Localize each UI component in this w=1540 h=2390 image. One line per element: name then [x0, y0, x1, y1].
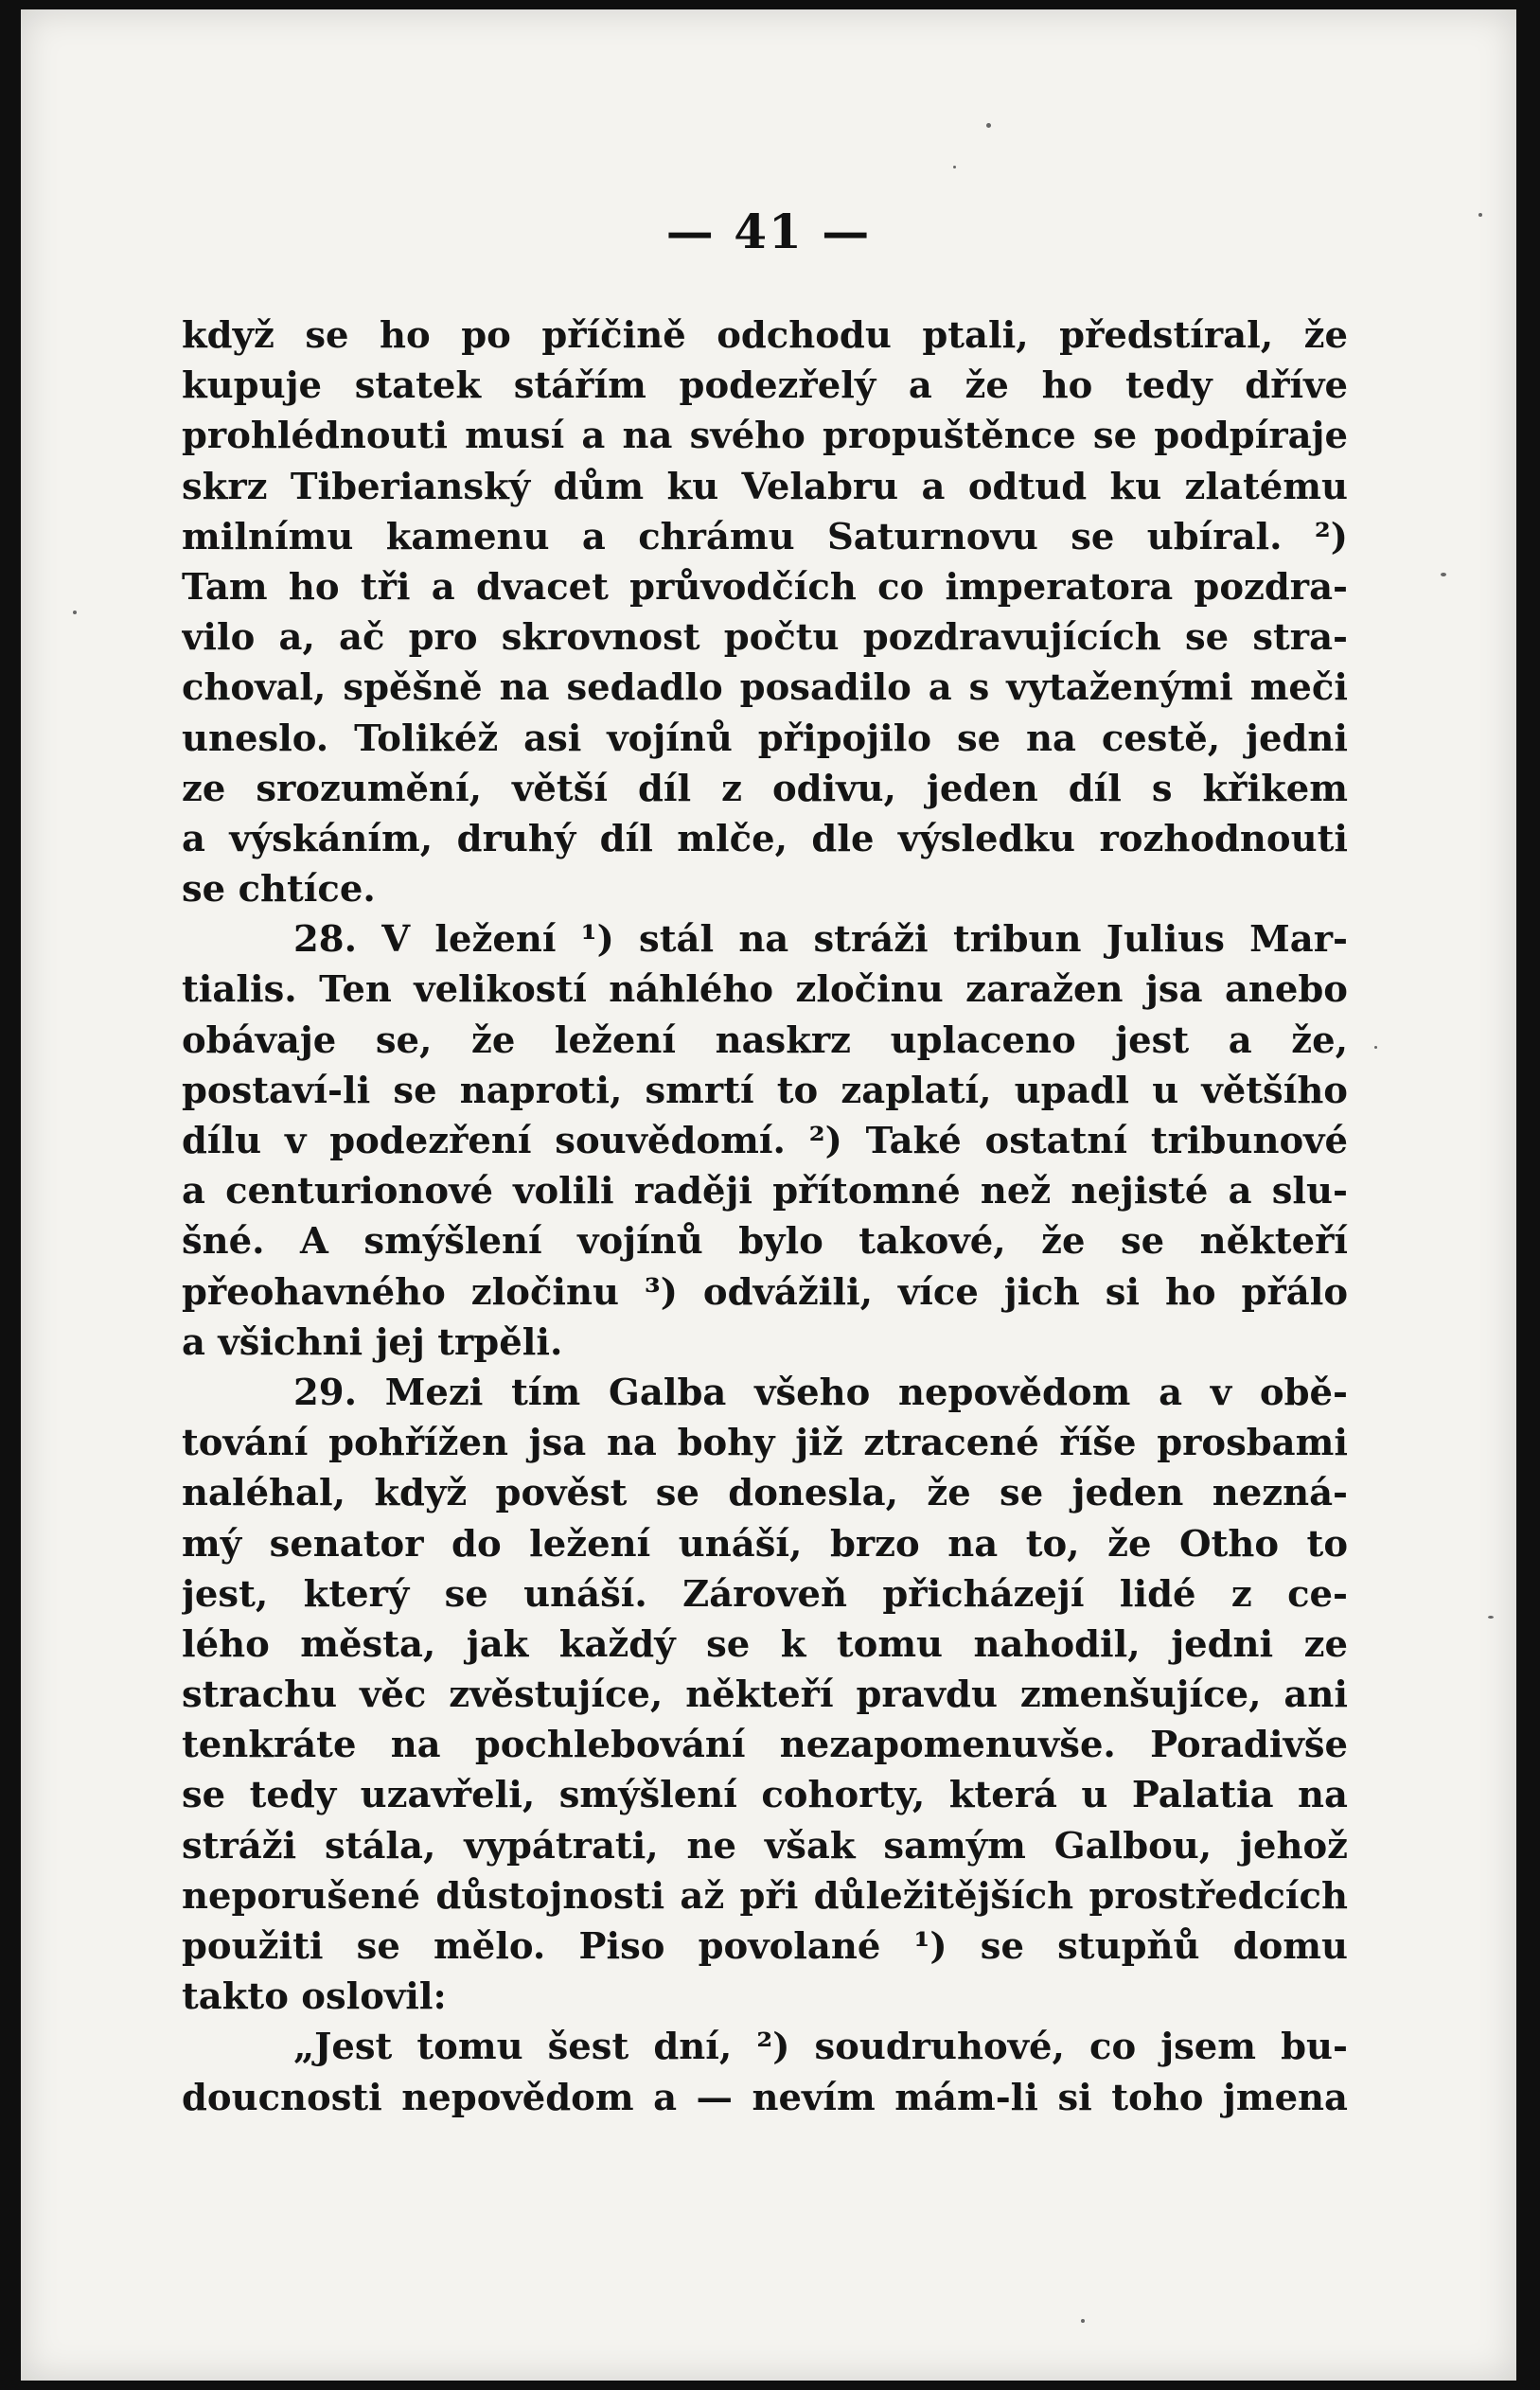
- text-line: dílu v podezření souvědomí. ²) Také ostatní tribunové: [182, 1120, 1348, 1162]
- text-line: jest, který se unáší. Zároveň přicházejí lidé z ce-: [182, 1572, 1348, 1616]
- scan-speck: [986, 123, 991, 128]
- scan-speck: [1441, 573, 1446, 576]
- text-line: neporušené důstojnosti až při důležitějších prostředcích: [182, 1874, 1348, 1918]
- text-line: mý senator do ležení unáší, brzo na to, že Otho to: [182, 1522, 1348, 1566]
- text-line: lého města, jak každý se k tomu nahodil, jedni ze: [182, 1622, 1348, 1666]
- body-text: [182, 310, 1348, 2123]
- text-line: šné. A smýšlení vojínů bylo takové, že se někteří: [182, 1220, 1348, 1264]
- text-line: tenkráte na pochlebování nezapomenuvše. Poradivše: [182, 1724, 1348, 1767]
- text-line: uneslo. Tolikéž asi vojínů připojilo se na cestě, jedni: [182, 717, 1348, 760]
- text-line: tialis. Ten velikostí náhlého zločinu zaražen jsa anebo: [182, 968, 1348, 1012]
- text-line: milnímu kamenu a chrámu Saturnovu se ubíral. ²): [182, 515, 1348, 558]
- text-line: doucnosti nepovědom a — nevím mám-li si toho jmena: [182, 2076, 1348, 2119]
- text-line: a všichni jej trpěli.: [182, 1320, 563, 1364]
- text-line: strachu věc zvěstujíce, někteří pravdu zmenšujíce, ani: [182, 1673, 1348, 1717]
- text-line: skrz Tiberianský dům ku Velabru a odtud ku zlatému: [182, 465, 1348, 508]
- scan-speck: [73, 611, 77, 614]
- text-line: postaví-li se naproti, smrtí to zaplatí, upadl u většího: [182, 1069, 1348, 1112]
- text-line: kupuje statek stářím podezřelý a že ho tedy dříve: [182, 364, 1348, 408]
- text-line: choval, spěšně na sedadlo posadilo a s vytaženými meči: [182, 666, 1348, 710]
- text-line: když se ho po příčině odchodu ptali, předstíral, že: [182, 314, 1348, 357]
- text-line: a centurionové volili raději přítomné než nejisté a slu-: [182, 1170, 1348, 1213]
- scan-speck: [953, 166, 956, 168]
- paragraph-29-first-line: 29. Mezi tím Galba všeho nepovědom a v obě-: [293, 1371, 1348, 1414]
- scan-speck: [1374, 1046, 1377, 1049]
- page-number: — 41 —: [665, 204, 872, 259]
- text-line: vilo a, ač pro skrovnost počtu pozdravujících se stra-: [182, 616, 1348, 660]
- text-line: použiti se mělo. Piso povolané ¹) se stupňů domu: [182, 1925, 1348, 1968]
- scan-speck: [1488, 1616, 1494, 1619]
- text-line: ze srozumění, větší díl z odivu, jeden díl s křikem: [182, 767, 1348, 810]
- text-line: stráži stála, vypátrati, ne však samým Galbou, jehož: [182, 1824, 1348, 1868]
- text-line: takto oslovil:: [182, 1975, 447, 2019]
- scan-speck: [1081, 2319, 1085, 2323]
- paragraph-28-first-line: 28. V ležení ¹) stál na stráži tribun Julius Mar-: [293, 918, 1348, 962]
- text-line: a výskáním, druhý díl mlče, dle výsledku rozhodnouti: [182, 817, 1348, 860]
- text-line: obávaje se, že ležení naskrz uplaceno jest a že,: [182, 1018, 1348, 1062]
- text-line: prohlédnouti musí a na svého propuštěnce se podpíraje: [182, 415, 1348, 458]
- book-page: [21, 9, 1516, 2381]
- quote-first-line: „Jest tomu šest dní, ²) soudruhové, co jsem bu-: [293, 2026, 1348, 2069]
- text-line: se tedy uzavřeli, smýšlení cohorty, která u Palatia na: [182, 1774, 1348, 1817]
- text-line: přeohavného zločinu ³) odvážili, více jich si ho přálo: [182, 1270, 1348, 1314]
- text-line: Tam ho tři a dvacet průvodčích co imperatora pozdra-: [182, 565, 1348, 609]
- text-line: se chtíce.: [182, 868, 376, 912]
- scan-speck: [1478, 213, 1482, 217]
- text-line: tování pohřížen jsa na bohy již ztracené říše prosbami: [182, 1422, 1348, 1465]
- text-line: naléhal, když pověst se donesla, že se jeden nezná-: [182, 1472, 1348, 1515]
